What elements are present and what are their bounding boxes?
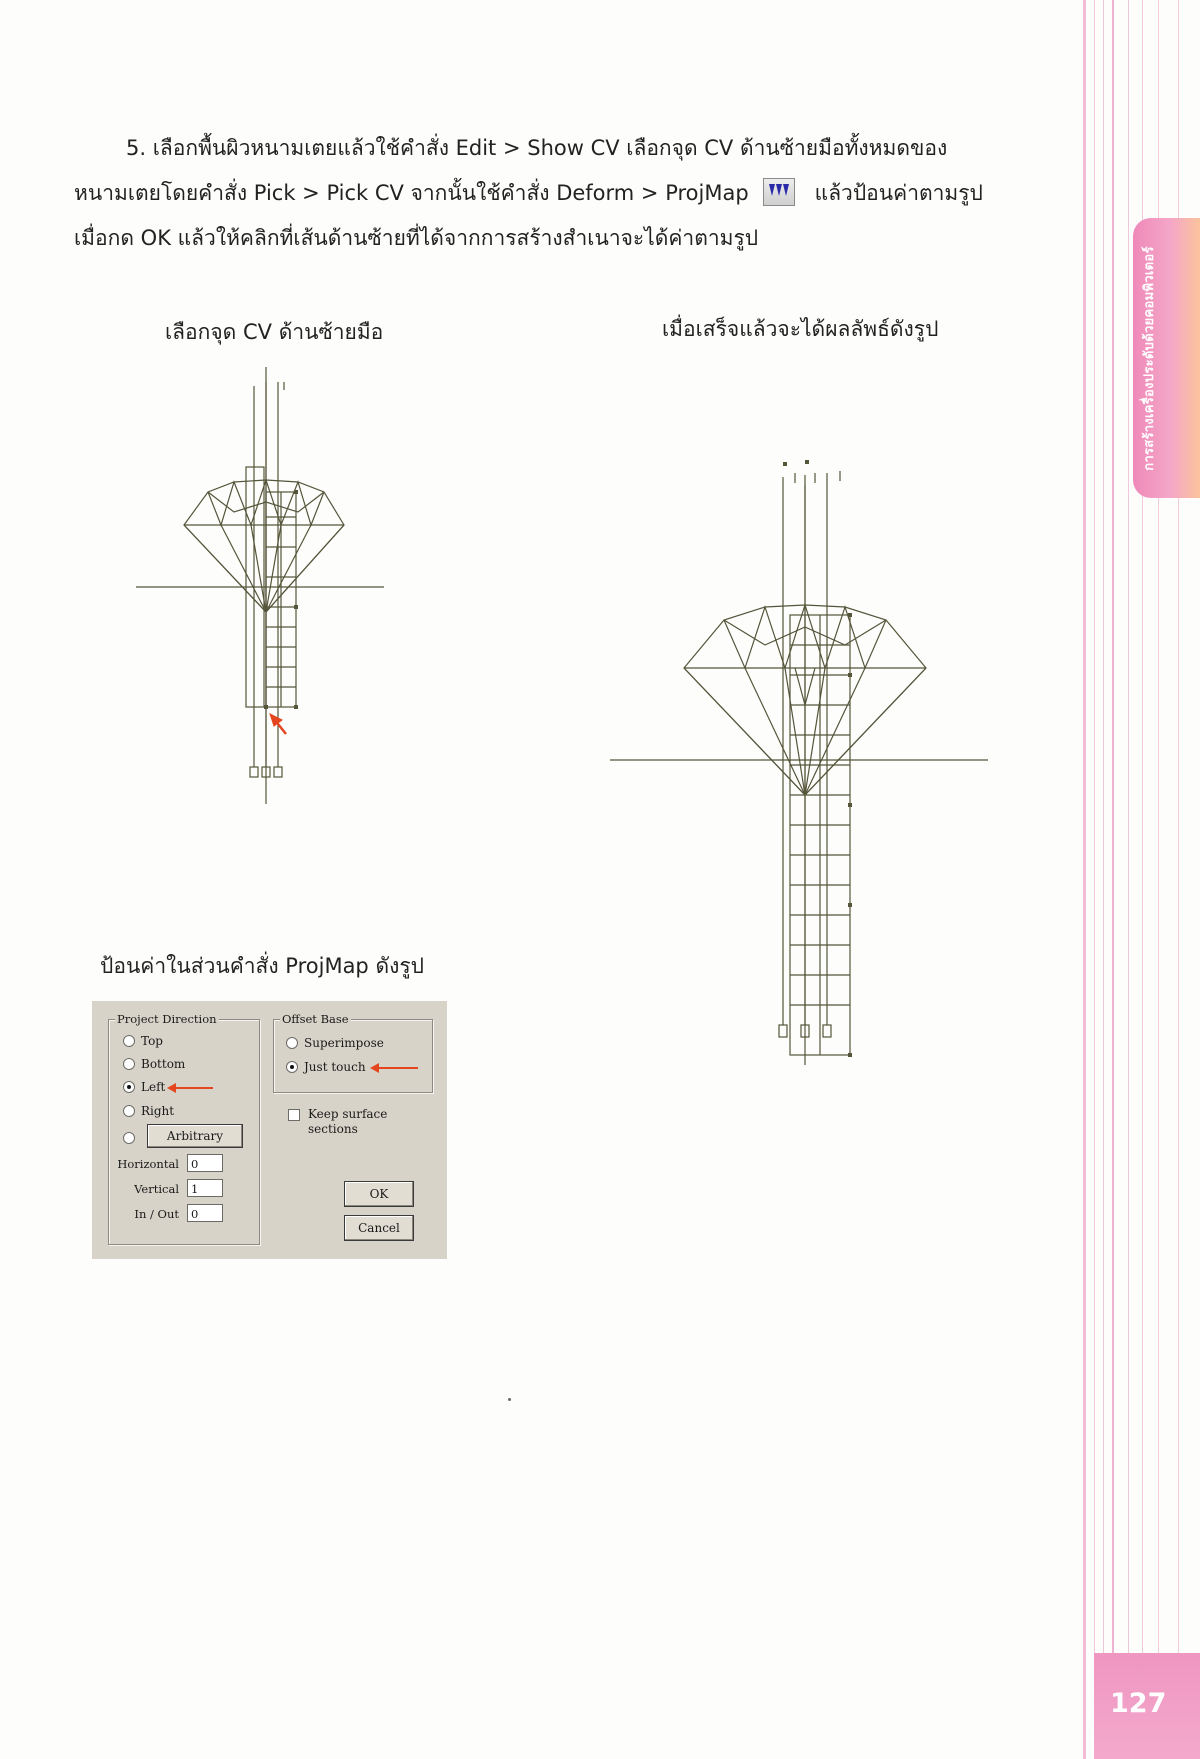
projmap-dialog	[92, 1001, 447, 1259]
vertical-input[interactable]: 1	[187, 1179, 223, 1197]
right-figure-caption: เมื่อเสร็จแล้วจะได้ผลลัพธ์ดังรูป	[662, 317, 939, 341]
dialog-caption: ป้อนค่าในส่วนคำสั่ง ProjMap ดังรูป	[100, 954, 424, 978]
diamond-wireframe-right	[600, 455, 995, 1070]
arbitrary-button[interactable]: Arbitrary	[147, 1124, 243, 1148]
radio-just-touch-indicator[interactable]	[286, 1061, 298, 1073]
radio-arbitrary[interactable]	[123, 1132, 141, 1144]
radio-right-label: Right	[141, 1104, 175, 1118]
instruction-paragraph	[74, 126, 1029, 261]
keep-surface-label: Keep surface	[308, 1107, 388, 1121]
keep-surface-label-2: sections	[308, 1122, 358, 1136]
projmap-icon	[763, 178, 795, 206]
right-wireframe-figure	[600, 455, 995, 1070]
radio-superimpose[interactable]	[286, 1036, 384, 1050]
radio-top-indicator[interactable]	[123, 1035, 135, 1047]
instruction-line-1: 5. เลือกพื้นผิวหนามเตยแล้วใช้คำสั่ง Edit > Show CV เลือกจุด CV ด้านซ้ายมือทั้งหมดของ	[126, 136, 948, 160]
radio-right-indicator[interactable]	[123, 1105, 135, 1117]
instruction-line-3: เมื่อกด OK แล้วให้คลิกที่เส้นด้านซ้ายที่ได้จากการสร้างสำเนาจะได้ค่าตามรูป	[74, 226, 759, 250]
radio-just-touch[interactable]	[286, 1060, 366, 1074]
radio-left-label: Left	[141, 1080, 166, 1094]
instruction-line-2-tail: แล้วป้อนค่าตามรูป	[814, 181, 983, 205]
radio-left-indicator[interactable]	[123, 1081, 135, 1093]
left-arrow-icon	[175, 1087, 213, 1089]
keep-surface-label-wrap	[308, 1107, 387, 1137]
radio-top-label: Top	[141, 1034, 163, 1048]
page-number: 127	[1110, 1688, 1167, 1719]
section-tab-label-wrap	[1133, 218, 1163, 498]
cancel-button[interactable]: Cancel	[344, 1215, 414, 1241]
radio-superimpose-indicator[interactable]	[286, 1037, 298, 1049]
left-figure-caption: เลือกจุด CV ด้านซ้ายมือ	[165, 320, 384, 344]
radio-bottom-indicator[interactable]	[123, 1058, 135, 1070]
diamond-wireframe-left	[136, 362, 396, 812]
horizontal-label: Horizontal	[117, 1157, 179, 1171]
radio-left[interactable]	[123, 1080, 165, 1094]
vertical-label: Vertical	[134, 1182, 179, 1196]
radio-right[interactable]	[123, 1104, 174, 1118]
radio-just-touch-label: Just touch	[304, 1060, 366, 1074]
ok-button[interactable]: OK	[344, 1181, 414, 1207]
radio-superimpose-label: Superimpose	[304, 1036, 384, 1050]
in-out-input[interactable]: 0	[187, 1204, 223, 1222]
instruction-line-2-wrap	[74, 171, 1029, 216]
section-title: การสร้างเครื่องประดับด้วยคอมพิวเตอร์	[1141, 245, 1157, 471]
radio-bottom[interactable]	[123, 1057, 185, 1071]
keep-surface-option[interactable]	[288, 1107, 387, 1137]
speck	[508, 1398, 511, 1401]
offset-base-group	[273, 1012, 433, 1093]
in-out-label: In / Out	[134, 1207, 179, 1221]
radio-top[interactable]	[123, 1034, 163, 1048]
horizontal-input[interactable]: 0	[187, 1154, 223, 1172]
just-touch-arrow-icon	[378, 1067, 418, 1069]
project-direction-title: Project Direction	[117, 1012, 217, 1026]
keep-surface-checkbox[interactable]	[288, 1109, 300, 1121]
radio-bottom-label: Bottom	[141, 1057, 186, 1071]
radio-arbitrary-indicator[interactable]	[123, 1132, 135, 1144]
instruction-line-2: หนามเตยโดยคำสั่ง Pick > Pick CV จากนั้นใช้คำสั่ง Deform > ProjMap	[74, 181, 749, 205]
left-wireframe-figure	[136, 362, 396, 812]
project-direction-group	[108, 1012, 260, 1245]
offset-base-title: Offset Base	[282, 1012, 349, 1026]
